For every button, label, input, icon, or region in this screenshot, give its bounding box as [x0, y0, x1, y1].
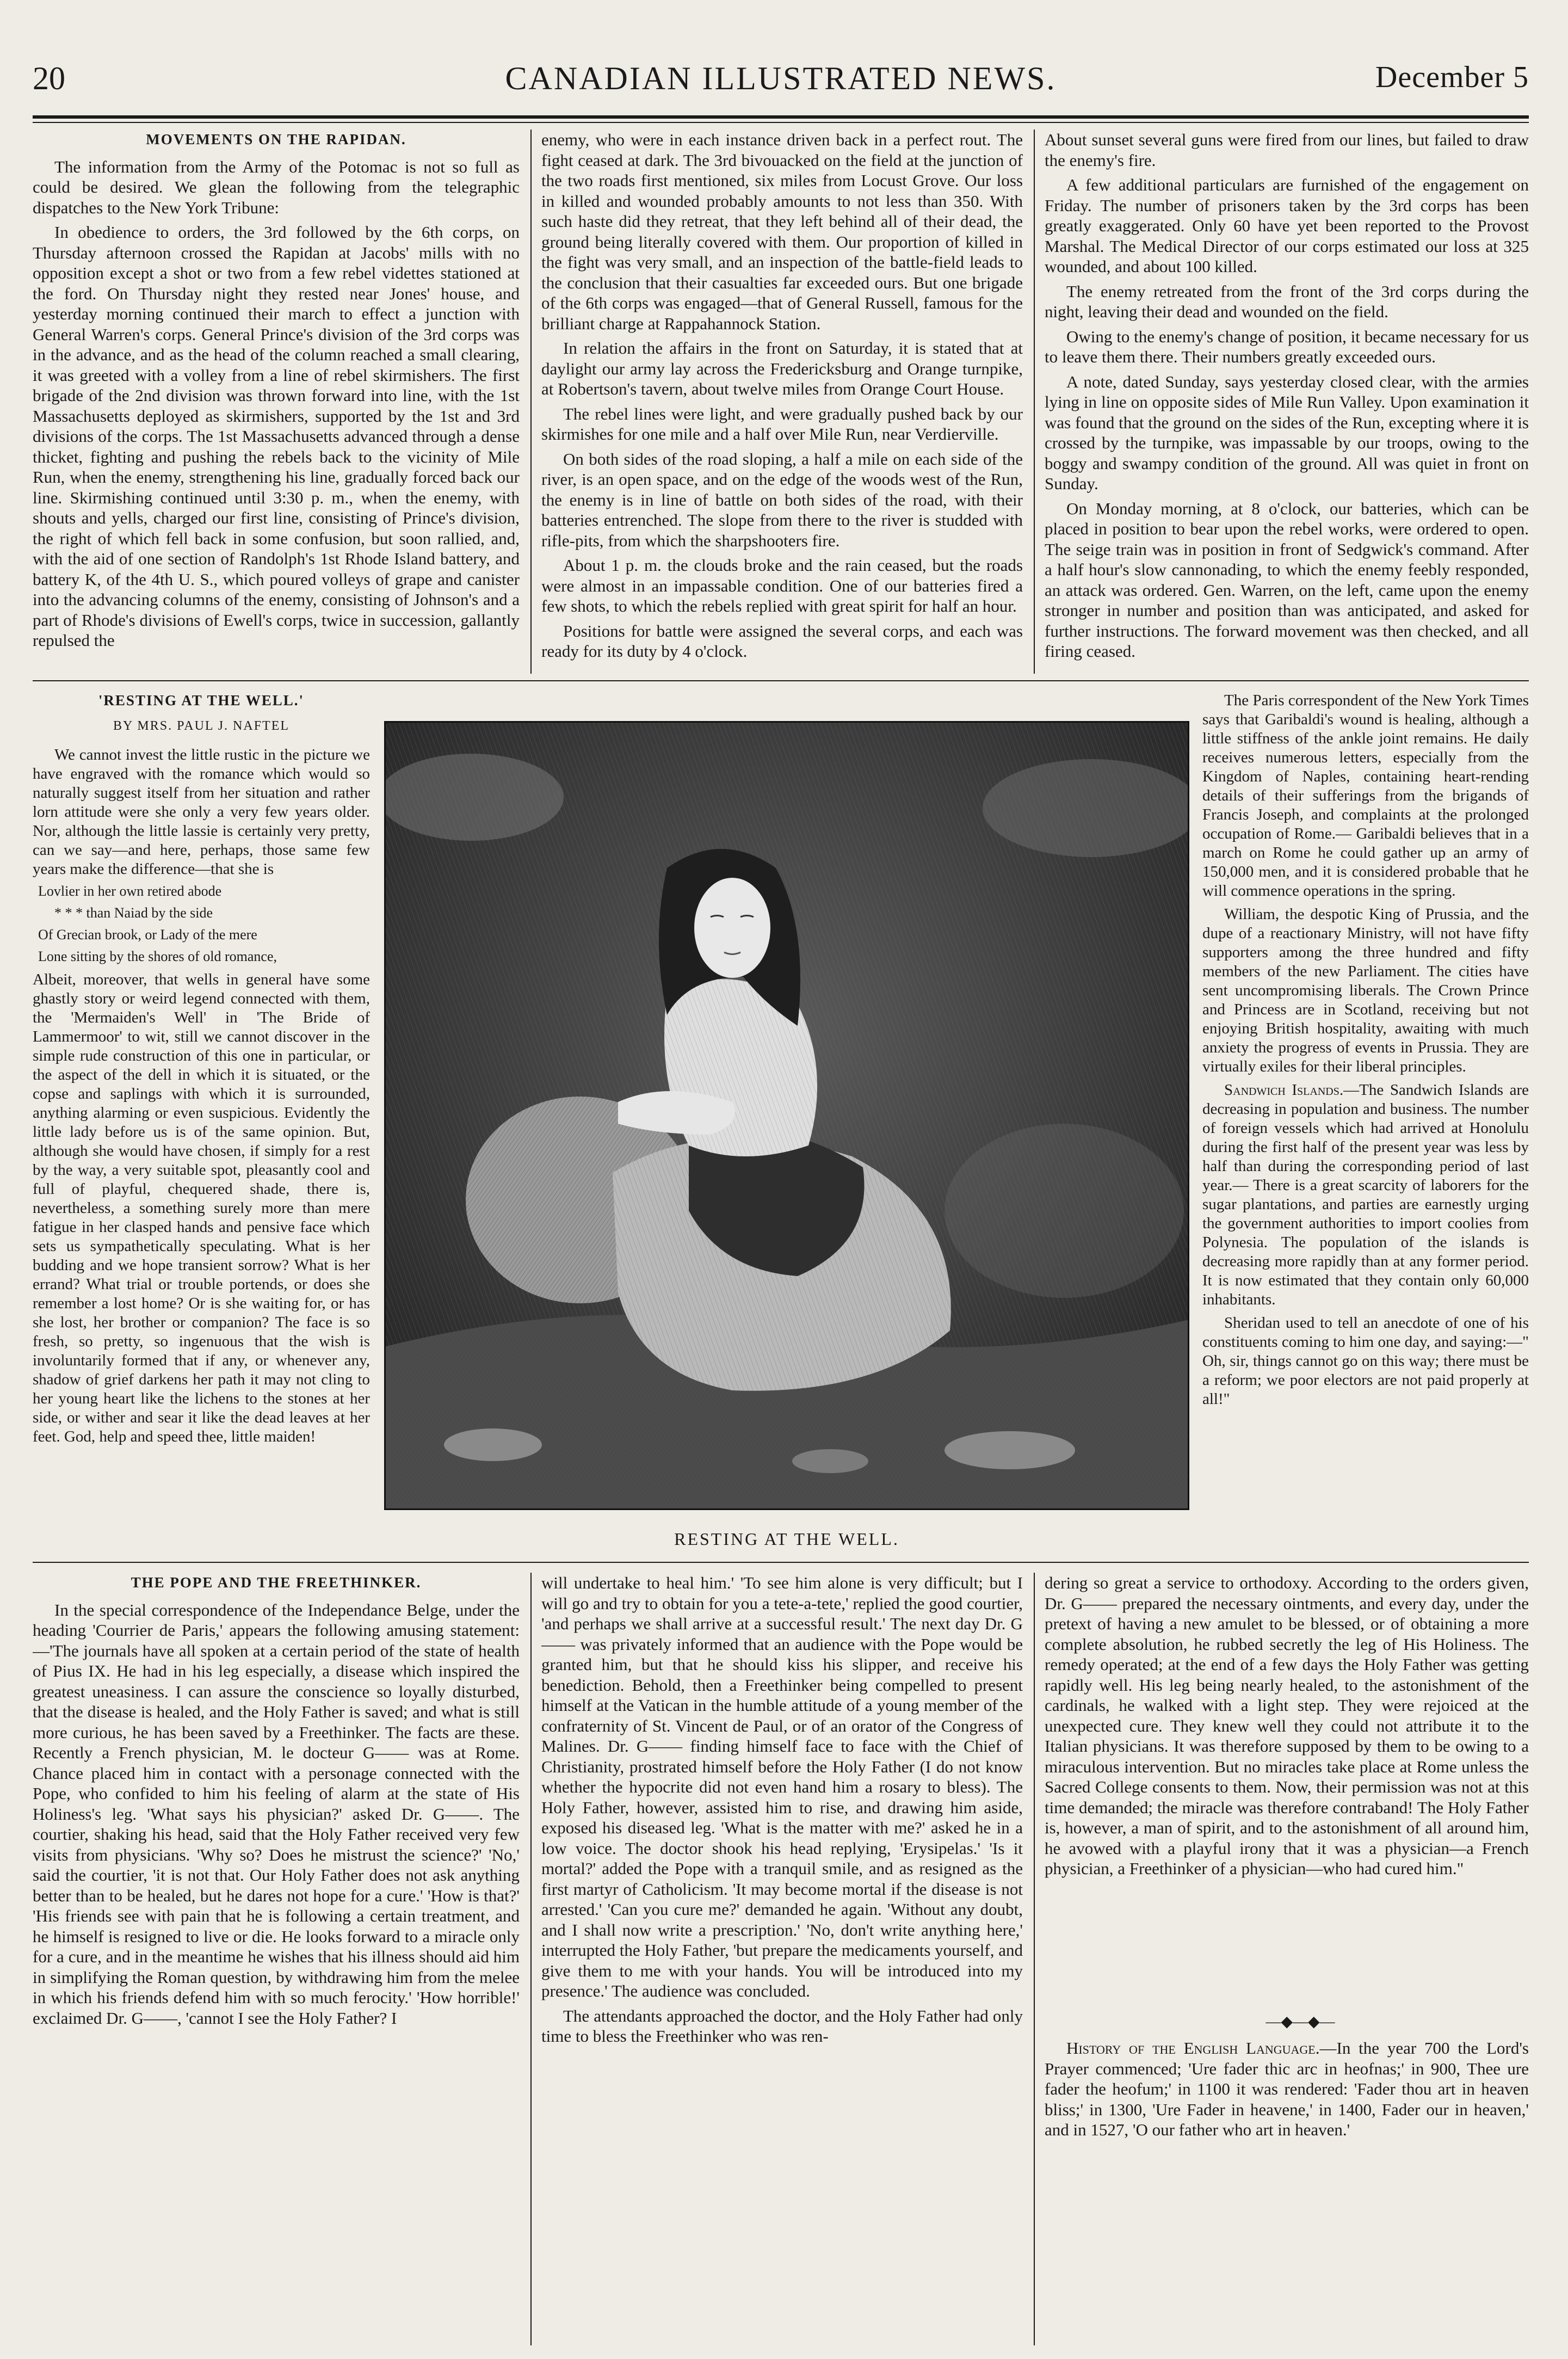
paragraph: The enemy retreated from the front of the 3rd corps during the night, leaving their dead and wounded on the field. [1045, 281, 1529, 321]
article-pope-col2 [541, 1573, 1023, 2345]
paragraph: Albeit, moreover, that wells in general have some ghastly story or weird legend connected with them, the 'Mermaiden's Well' in 'The Bride of Lammermoor' to wit, still we cannot discover in the simple rude construction of this one in particular, or the aspect of the dell in which it is situated, or the copse and saplings with which it is surrounded, anything alarming or even suspicious. Evidently the little lady before us is of the same opinion. But, although she would have chosen, if simply for a rest by the way, a very suitable spot, pleasantly cool and full of playful, chequered shade, there is, nevertheless, a something surely more than mere fatigue in her clasped hands and pensive face which sets us sympathetically speculating. What is her budding and we hope transient sorrow? What is her errand? What trial or trouble portends, or does she remember a lost home? Or is she waiting for, or has she lost, her brother or companion? The face is so fresh, so pretty, so ingenuous that the wish is involuntarily formed that if any, or whenever any, shadow of grief darkens her path it may not cling to her young heart like the lichens to the stones at her side, or wither and sear it like the dead leaves at her feet. God, help and speed thee, little maiden! [33, 971, 370, 1445]
paragraph [1202, 1081, 1529, 1309]
column-rule [530, 130, 532, 674]
paragraph: We cannot invest the little rustic in the picture we have engraved with the romance which would so naturally suggest itself from her situation and rather lorn attitude were she only a very few years older. Nor, although the little lassie is certainly very pretty, can we say—and here, perhaps, those same few years make the difference—that she is [33, 746, 370, 878]
paragraph: enemy, who were in each instance driven back in a perfect rout. The fight ceased at dark. The 3rd bivouacked on the field at the junction of the two roads first mentioned, six miles from Locust Grove. Our loss in killed and wounded probably amounts to not less than 350. With such haste did they retreat, that they left behind all of their dead, the ground being literally covered with them. Our proportion of killed in the fight was very small, and an inspection of the battle-field leads to the conclusion that their casualties far exceeded ours. But one brigade of the 6th corps was engaged—that of General Russell, famous for the brilliant charge at Rappahannock Station. [541, 130, 1023, 333]
poem-line: Lovlier in her own retired abode [38, 883, 222, 899]
paragraph: Owing to the enemy's change of position, it became necessary for us to leave them there. Their numbers greatly exceeded ours. [1045, 327, 1529, 366]
paragraph [1045, 2038, 1529, 2140]
article-pope-col3 [1045, 1573, 1529, 2008]
column-rule [530, 1573, 532, 2345]
paragraph: In obedience to orders, the 3rd followed by the 6th corps, on Thursday afternoon crossed the Rapidan at Jacobs' mills with no opposition except a shot or two from a few rebel videttes stationed at the ford. On Thursday night they rested near Jones' house, and yesterday morning continued their march to effect a junction with General Warren's corps. General Prince's division of the 3rd corps was in the advance, and as the head of the column reached a small clearing, it was greeted with a volley from a line of rebel skirmishers. The first brigade of the 2nd division was thrown forward into line, with the 1st Massachusetts deployed as skirmishers, supported by the 1st and 3rd divisions of the corps. The 1st Massachusetts advanced through a dense thicket, fighting and pushing the rebels back to the vicinity of Mile Run, when the enemy, strengthening his line, gradually forced back our line. Skirmishing continued until 3:30 p. m., when the enemy, with shouts and yells, charged our first line, consisting of Prince's division, the right of which fell back in some confusion, but soon rallied, and, with the aid of one section of Randolph's 1st Rhode Island battery, and battery K, of the 4th U. S., which poured volleys of grape and canister into the advancing columns of the enemy, consisting of Johnson's and a part of Rhode's divisions of Ewell's corps, twice in succession, gallantly repulsed the [33, 223, 520, 650]
paragraph: On Monday morning, at 8 o'clock, our batteries, which can be placed in position to bear upon the rebel works, were ordered to open. The seige train was in position in front of Sedgwick's command. After a half hour's slow cannonading, to which the enemy feebly responded, an attack was ordered. Gen. Warren, on the left, came upon the enemy stronger in number and position than was anticipated, and asked for further instructions. The forward movement was then checked, and all firing ceased. [1045, 498, 1529, 661]
engraving-illustration [384, 721, 1189, 1510]
section-rule [33, 1562, 1529, 1563]
news-briefs-column [1202, 691, 1529, 1532]
byline: BY MRS. PAUL J. NAFTEL [113, 719, 290, 733]
masthead-rule-thin [33, 122, 1529, 123]
paragraph: A note, dated Sunday, says yesterday closed clear, with the armies lying in line on opposite sides of Mile Run Valley. Upon examination it was found that the ground on the sides of the Run, excepting where it is crossed by the turnpike, was impassable by our troops, owing to the boggy and swampy condition of the ground. All was quiet in front on Sunday. [1045, 372, 1529, 493]
paragraph: A few additional particulars are furnished of the engagement on Friday. The number of prisoners taken by the 3rd corps has been greatly exaggerated. Only 60 have yet been reported to the Provost Marshal. The Medical Director of our corps estimated our loss at 325 wounded, and about 100 killed. [1045, 175, 1529, 276]
paragraph: The rebel lines were light, and were gradually pushed back by our skirmishes for one mile and a half over Mile Run, near Verdierville. [541, 404, 1023, 444]
brief-lead: History of the English Language. [1066, 2038, 1320, 2058]
paragraph: William, the despotic King of Prussia, and the dupe of a reactionary Ministry, will not have fifty supporters among the three hundred and fifty members of the new Parliament. The cities have sent uncompromising liberals. The Crown Prince and Princess are in Scotland, receiving but not enjoying British hospitality, awaiting with much anxiety the progress of events in Prussia. They are virtually exiles for their liberal principles. [1202, 906, 1529, 1075]
paragraph: Sheridan used to tell an anecdote of one of his constituents coming to him one day, and saying:—" Oh, sir, things cannot go on this way; there must be a reform; we poor electors are not paid properly at all!" [1202, 1314, 1529, 1408]
article-rapidan-col2 [541, 130, 1023, 674]
section-rule [33, 680, 1529, 681]
column-rule [1034, 1573, 1035, 2345]
article-history-english [1045, 2038, 1529, 2343]
brief-text: —In the year 700 the Lord's Prayer commenced; 'Ure fader thic arc in heofnas;' in 900, Thee ure fader the heofum;' in 1100 it was rendered: 'Fader thou art in heaven bliss;' in 1300, 'Ure Fader in heavene,' in 1400, Fader our in heaven,' and in 1527, 'O our father who art in heaven.' [1045, 2038, 1529, 2139]
paragraph: In the special correspondence of the Independance Belge, under the heading 'Courrier de Paris,' appears the following amusing statement:—'The journals have all spoken at a certain period of the state of health of Pius IX. He had in his leg especially, a disease which inspired the greatest uneasiness. I can assure the conscience so loyally disturbed, that the disease is healed, and the Holy Father is saved; and what is still more curious, he has been saved by a Freethinker. The facts are these. Recently a French physician, M. le docteur G—— was at Rome. Chance placed him in contact with a personage connected with the Pope, who confided to him his feeling of alarm at the state of His Holiness's leg. 'What says his physician?' asked Dr. G——. The courtier, shaking his head, said that the Holy Father received very few visits from physicians. 'Why so? Does he mistrust the science?' 'No,' said the courtier, 'it is not that. Our Holy Father does not ask anything better than to be healed, but he dares not hope for a cure.' 'How is that?' 'His friends see with pain that he is following a certain treatment, and he himself is resigned to live or die. He looks forward to a miracle only for a cure, and in the meantime he wishes that his illness should aid him in simplifying the Roman question, by withdrawing him from the melee in which his friends defend him with so much ferocity.' 'How horrible!' exclaimed Dr. G——, 'cannot I see the Holy Father? I [33, 1600, 520, 2028]
ornamental-divider: —◆—◆— [1265, 2013, 1335, 2030]
poem-line: Of Grecian brook, or Lady of the mere [38, 927, 257, 943]
article-resting-at-well [33, 691, 370, 1532]
paragraph: Positions for battle were assigned the several corps, and each was ready for its duty by 4 o'clock. [541, 621, 1023, 661]
paragraph: On both sides of the road sloping, a half a mile on each side of the river, is an open space, and on the edge of the woods west of the Run, the enemy is in line of battle on both sides of the road, with their batteries entrenched. The slope from there to the river is studded with rifle-pits, from which the sharpshooters fire. [541, 449, 1023, 550]
article-rapidan-col1 [33, 130, 520, 674]
brief-lead: Sandwich Islands. [1224, 1081, 1344, 1099]
masthead [33, 54, 1529, 114]
paragraph: The information from the Army of the Potomac is not so full as could be desired. We glean the following from the telegraphic dispatches to the New York Tribune: [33, 157, 520, 217]
paragraph: dering so great a service to orthodoxy. According to the orders given, Dr. G—— prepared the necessary ointments, and every day, under the pretext of having a new amulet to be blessed, or of obtaining a more complete absolution, he rubbed secretly the leg of His Holiness. The remedy operated; at the end of a few days the Holy Father was getting rapidly well. His leg being nearly healed, to the astonishment of the cardinals, he walked with a light step. They were rejoiced at the unexpected cure. They knew well they could not attribute it to the Italian physicians. It was therefore supposed by them to be owing to a miraculous intervention. But no miracles take place at Rome unless the Sacred College consents to them. Now, their permission was not at this time demanded; the miracle was therefore contraband! The Holy Father is, however, a man of spirit, and to the astonishment of all around him, he avowed with a playful irony that it was a physician—a French physician, a Freethinker of a physician—who had cured him." [1045, 1573, 1529, 1878]
masthead-rule [33, 115, 1529, 119]
issue-date: December 5 [1375, 60, 1529, 94]
article-pope-col1 [33, 1573, 520, 2345]
article-heading: MOVEMENTS ON THE RAPIDAN. [146, 131, 406, 147]
article-heading: 'RESTING AT THE WELL.' [98, 692, 305, 709]
paragraph: About sunset several guns were fired from our lines, but failed to draw the enemy's fire. [1045, 130, 1529, 170]
paragraph: The Paris correspondent of the New York Times says that Garibaldi's wound is healing, although a little stiffness of the ankle joint remains. He daily receives numerous letters, especially from the Kingdom of Naples, containing heart-rending details of their sufferings from the brigands of Francis Joseph, and complaints at the prolonged occupation of Rome.— Garibaldi believes that in a march on Rome he could gather up an army of 150,000 men, and it is considered probable that he will commence operations in the spring. [1202, 692, 1529, 900]
engraving-caption: RESTING AT THE WELL. [674, 1529, 899, 1549]
page-number: 20 [33, 60, 65, 96]
paragraph: will undertake to heal him.' 'To see him alone is very difficult; but I will go and try to obtain for you a tete-a-tete,' replied the good courtier, 'and perhaps we shall arrive at a successful result.' The next day Dr. G—— was privately informed that an audience with the Pope would be granted him, but that he should kiss his slipper, and receive his benediction. Behold, then a Freethinker being compelled to present himself at the Vatican in the humble attitude of a young member of the confraternity of St. Vincent de Paul, or of an orator of the Congress of Malines. Dr. G—— finding himself face to face with the Chief of Christianity, prostrated himself before the Holy Father (I do not know whether the hypocrite did not even hand him a rosary to bless). The Holy Father, however, assisted him to rise, and drawing him aside, exposed his diseased leg. 'What is the matter with me?' asked he in a low voice. The doctor shook his head replying, 'Erysipelas.' 'Is it mortal?' added the Pope with a tranquil smile, and as resigned as the first martyr of Catholicism. 'It may become mortal if the disease is not arrested.' 'Can you cure me?' demanded he again. 'Without any doubt, and I shall now write a prescription.' 'No, don't write anything here,' interrupted the Holy Father, 'but prepare the medicaments yourself, and give them to me with your hands. You will be introduced into my presence.' The audience was concluded. [541, 1573, 1023, 2000]
paragraph: The attendants approached the doctor, and the Holy Father had only time to bless the Freethinker who was ren- [541, 2006, 1023, 2046]
article-rapidan-col3 [1045, 130, 1529, 674]
poem-line: * * * than Naiad by the side [54, 905, 213, 921]
article-heading: THE POPE AND THE FREETHINKER. [131, 1574, 422, 1591]
engraving-resting-at-well [384, 721, 1189, 1510]
paragraph: In relation the affairs in the front on Saturday, it is stated that at daylight our army lay across the Fredericksburg and Orange turnpike, at Robertson's tavern, about twelve miles from Orange Court House. [541, 338, 1023, 398]
brief-text: —The Sandwich Islands are decreasing in population and business. The number of foreign vessels which had arrived at Honolulu during the first half of the present year was less by half than during the corresponding period of last year.— There is a great scarcity of laborers for the sugar plantations, and parties are earnestly urging the government authorities to import coolies from Polynesia. The population of the islands is decreasing more rapidly than at any former period. It is now estimated that they contain only 60,000 inhabitants. [1202, 1081, 1529, 1308]
newspaper-title: CANADIAN ILLUSTRATED NEWS. [505, 60, 1057, 96]
column-rule [1034, 130, 1035, 674]
poem-line: Lone sitting by the shores of old romance, [38, 948, 277, 964]
paragraph: About 1 p. m. the clouds broke and the rain ceased, but the roads were almost in an impassable condition. One of our batteries fired a few shots, to which the rebels replied with great spirit for half an hour. [541, 556, 1023, 615]
